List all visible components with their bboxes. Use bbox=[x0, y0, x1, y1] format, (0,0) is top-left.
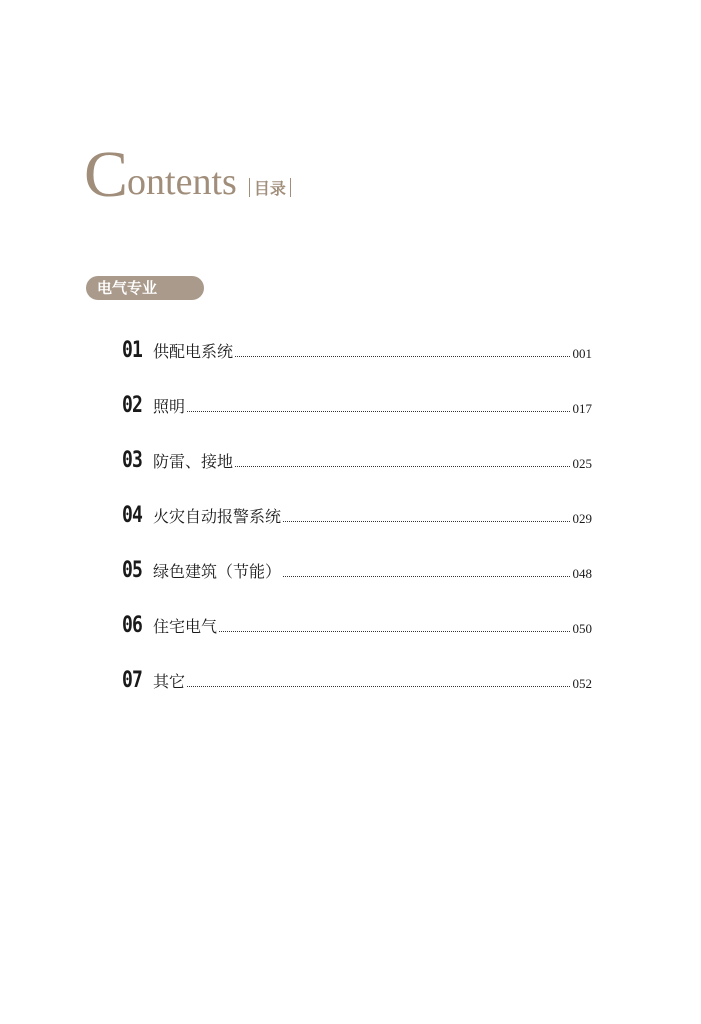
entry-number: 06 bbox=[122, 613, 143, 638]
entry-number: 04 bbox=[122, 503, 143, 528]
toc-entry[interactable] bbox=[122, 446, 592, 472]
entry-title: 火灾自动报警系统 bbox=[153, 507, 282, 526]
entry-number: 02 bbox=[122, 393, 143, 418]
heading-rest: ontents bbox=[127, 161, 237, 203]
toc-entry[interactable] bbox=[122, 666, 592, 692]
dot-leader bbox=[283, 575, 569, 577]
divider-right bbox=[290, 178, 291, 197]
entry-number: 05 bbox=[122, 558, 143, 583]
heading-chinese: 目录 bbox=[253, 179, 286, 198]
entry-page: 001 bbox=[572, 346, 592, 361]
entry-page: 029 bbox=[572, 511, 592, 526]
dot-leader bbox=[235, 355, 569, 357]
entry-title: 其它 bbox=[153, 672, 186, 691]
dot-leader bbox=[235, 465, 569, 467]
section-label: 电气专业 bbox=[86, 276, 204, 300]
entry-title: 供配电系统 bbox=[153, 342, 234, 361]
toc-entry[interactable] bbox=[122, 501, 592, 527]
entry-page: 052 bbox=[572, 676, 592, 691]
entry-page: 025 bbox=[572, 456, 592, 471]
entry-page: 017 bbox=[572, 401, 592, 416]
dot-leader bbox=[187, 410, 569, 412]
entry-number: 07 bbox=[122, 668, 143, 693]
heading-chinese-wrap bbox=[245, 176, 295, 199]
toc-entry[interactable] bbox=[122, 336, 592, 362]
dot-leader bbox=[219, 630, 569, 632]
entry-title: 照明 bbox=[153, 397, 186, 416]
toc-entry[interactable] bbox=[122, 611, 592, 637]
entry-title: 绿色建筑（节能） bbox=[153, 562, 282, 581]
entry-title: 防雷、接地 bbox=[153, 452, 234, 471]
heading-initial: C bbox=[84, 138, 129, 211]
entry-title: 住宅电气 bbox=[153, 617, 218, 636]
dot-leader bbox=[283, 520, 569, 522]
entry-page: 048 bbox=[572, 566, 592, 581]
contents-heading bbox=[84, 138, 295, 211]
entry-number: 01 bbox=[122, 338, 143, 363]
divider-left bbox=[249, 178, 250, 197]
dot-leader bbox=[187, 685, 569, 687]
entry-number: 03 bbox=[122, 448, 143, 473]
toc-entry[interactable] bbox=[122, 556, 592, 582]
entry-page: 050 bbox=[572, 621, 592, 636]
toc-entry[interactable] bbox=[122, 391, 592, 417]
